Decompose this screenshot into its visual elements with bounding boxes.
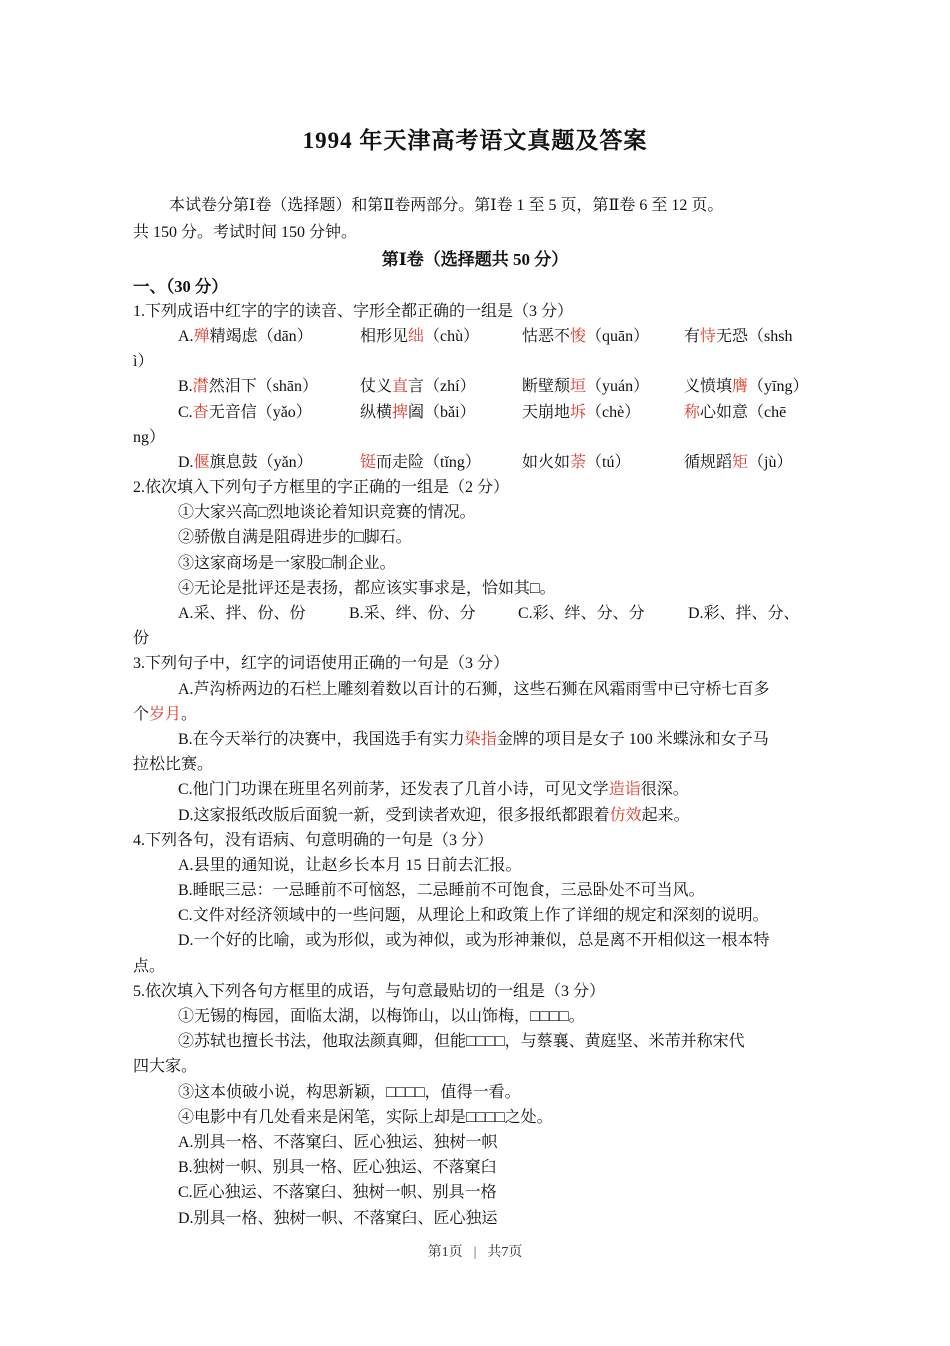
text-run: ì） — [133, 353, 154, 371]
text-run: A. — [178, 327, 194, 345]
text-line — [133, 803, 817, 828]
text-run: 旗息鼓（yǎn） — [209, 453, 313, 471]
red-highlight-text: 偃 — [193, 453, 210, 471]
red-highlight-text: 恃 — [700, 327, 717, 345]
text-line — [133, 979, 817, 1004]
text-line — [133, 752, 817, 777]
text-run: 怙恶不 — [522, 327, 571, 345]
text-line — [133, 1105, 817, 1130]
text-run: 拉松比赛。 — [133, 756, 214, 774]
red-highlight-text: 膺 — [732, 378, 749, 396]
tab-cell — [178, 374, 318, 399]
text-run: 仗义 — [360, 378, 393, 396]
text-line — [133, 525, 817, 550]
page-footer — [0, 1241, 950, 1261]
text-line — [133, 192, 817, 219]
text-run: ng） — [133, 428, 166, 446]
text-run: 断壁颓 — [522, 378, 571, 396]
text-line — [133, 219, 817, 246]
text-run: D.别具一格、独树一帜、不落窠臼、匠心独运 — [178, 1209, 498, 1227]
text-line — [133, 828, 817, 853]
text-run: 阖（bǎi） — [408, 403, 476, 421]
text-run: （jù） — [748, 453, 793, 471]
text-line — [133, 1029, 817, 1054]
text-line — [133, 1180, 817, 1205]
text-run: 言（zhí） — [408, 378, 476, 396]
text-run: 天崩地 — [522, 403, 571, 421]
red-highlight-text: 造诣 — [608, 781, 641, 799]
text-run: 1.下列成语中红字的字的读音、字形全都正确的一组是（3 分） — [133, 302, 574, 320]
tab-cell — [360, 450, 481, 475]
text-run: ②骄傲自满是阻碍进步的□脚石。 — [178, 529, 412, 547]
text-run: （yīng） — [748, 378, 809, 396]
text-line — [133, 1130, 817, 1155]
text-run: （chù） — [424, 327, 480, 345]
text-run: 无音信（yǎo） — [208, 403, 312, 421]
text-run: 。 — [181, 705, 198, 723]
red-highlight-text: 殚 — [193, 327, 210, 345]
tab-cell — [178, 450, 313, 475]
text-line — [133, 425, 817, 450]
text-run: ③这家商场是一家股□制企业。 — [178, 554, 396, 572]
tab-cell — [178, 601, 306, 626]
text-line — [133, 626, 817, 651]
text-run: A.采、拌、份、份 — [178, 605, 306, 622]
tab-cell — [522, 450, 630, 475]
text-run: 而走险（tǐng） — [376, 453, 481, 471]
text-run: C. — [178, 403, 193, 421]
text-run: 共 150 分。考试时间 150 分钟。 — [133, 224, 358, 242]
tab-cell — [518, 601, 645, 626]
tab-cell — [349, 601, 476, 626]
text-run: 个 — [133, 705, 150, 723]
text-line — [133, 954, 817, 979]
tab-cell — [688, 601, 800, 626]
text-line — [133, 349, 817, 374]
text-run: C.匠心独运、不落窠臼、独树一帜、别具一格 — [178, 1184, 497, 1202]
text-run: 然泪下（shān） — [208, 378, 319, 396]
tab-cell — [522, 374, 649, 399]
text-run: ①无锡的梅园，面临太湖，以梅饰山，以山饰梅，□□□□。 — [178, 1008, 585, 1025]
text-line — [133, 601, 817, 626]
text-run: 很深。 — [640, 781, 689, 799]
text-run: （quān） — [586, 327, 650, 345]
text-run: 起来。 — [641, 806, 690, 824]
text-line — [133, 500, 817, 525]
tab-cell — [522, 400, 640, 425]
text-run: 四大家。 — [133, 1058, 198, 1076]
text-line — [133, 727, 817, 752]
text-run: B.在今天举行的决赛中，我国选手有实力 — [178, 730, 465, 748]
text-run: A.芦沟桥两边的石栏上雕刻着数以百计的石狮，这些石狮在风霜雨雪中已守桥七百多 — [178, 680, 770, 698]
text-run: 5.依次填入下列各句方框里的成语，与句意最贴切的一组是（3 分） — [133, 982, 606, 1000]
text-line — [133, 1004, 817, 1029]
text-run: ④无论是批评还是表扬，都应该实事求是，恰如其□。 — [178, 579, 556, 597]
text-run: 精竭虑（dān） — [209, 327, 313, 345]
text-run: A.别具一格、不落窠臼、匠心独运、独树一帜 — [178, 1133, 498, 1151]
text-run: 份 — [133, 630, 150, 648]
text-line — [133, 299, 817, 324]
text-line — [133, 324, 817, 349]
tab-cell — [178, 400, 312, 425]
text-run: ④电影中有几处看来是闲笔，实际上却是□□□□之处。 — [178, 1108, 553, 1126]
red-highlight-text: 捭 — [392, 403, 409, 421]
text-run: 3.下列句子中，红字的词语使用正确的一句是（3 分） — [133, 655, 510, 673]
text-run: 金牌的项目是女子 100 米蝶泳和女子马 — [496, 730, 769, 748]
red-highlight-text: 染指 — [464, 730, 497, 748]
text-run: ③这本侦破小说，构思新颖，□□□□，值得一看。 — [178, 1083, 521, 1101]
footer-total-pages: 共7页 — [487, 1245, 523, 1260]
footer-current-page: 第1页 — [427, 1245, 463, 1260]
text-line — [133, 651, 817, 676]
red-highlight-text: 矩 — [732, 453, 749, 471]
text-line — [133, 551, 817, 576]
text-line — [133, 702, 817, 727]
tab-cell — [360, 324, 479, 349]
tab-cell — [178, 324, 313, 349]
text-run: 无恐（shsh — [716, 327, 793, 345]
text-run: 义愤填 — [684, 378, 733, 396]
text-run: D.一个好的比喻，或为形似，或为神似，或为形神兼似，总是离不开相似这一根本特 — [178, 932, 770, 950]
text-run: （chè） — [586, 403, 641, 421]
text-line — [133, 878, 817, 903]
tab-cell — [522, 324, 649, 349]
red-highlight-text: 仿效 — [609, 806, 642, 824]
text-run: 心如意（chē — [700, 403, 787, 421]
tab-cell — [684, 374, 808, 399]
text-run: C.彩、绊、分、分 — [518, 605, 645, 622]
red-highlight-text: 荼 — [570, 453, 587, 471]
text-line — [133, 903, 817, 928]
red-highlight-text: 潸 — [192, 378, 209, 396]
text-run: 4.下列各句，没有语病、句意明确的一句是（3 分） — [133, 831, 494, 849]
text-run: ②苏轼也擅长书法，他取法颜真卿，但能□□□□，与蔡襄、黄庭坚、米芾并称宋代 — [178, 1033, 745, 1051]
text-line — [133, 450, 817, 475]
text-run: 本试卷分第Ⅰ卷（选择题）和第Ⅱ卷两部分。第Ⅰ卷 1 至 5 页，第Ⅱ卷 6 至 12 页。 — [169, 197, 724, 214]
red-highlight-text: 称 — [684, 403, 701, 421]
tab-cell — [360, 400, 476, 425]
tab-cell — [360, 374, 476, 399]
text-run: 第Ⅰ卷（选择题共 50 分） — [381, 250, 569, 270]
tab-cell — [684, 400, 786, 425]
red-highlight-text: 悛 — [570, 327, 587, 345]
text-run: A.县里的通知说，让赵乡长本月 15 日前去汇报。 — [178, 856, 522, 874]
document-body — [133, 192, 817, 1231]
text-line — [133, 1054, 817, 1079]
text-line — [133, 400, 817, 425]
text-run: D.彩、拌、分、 — [688, 605, 800, 622]
text-line — [133, 274, 817, 299]
text-line — [133, 677, 817, 702]
red-highlight-text: 杳 — [192, 403, 209, 421]
text-line — [133, 374, 817, 399]
text-line — [133, 1206, 817, 1231]
text-run: 点。 — [133, 957, 166, 975]
tab-cell — [684, 324, 793, 349]
text-run: 有 — [684, 327, 701, 345]
text-run: 循规蹈 — [684, 453, 733, 471]
text-run: 2.依次填入下列句子方框里的字正确的一组是（2 分） — [133, 479, 510, 497]
text-run: 相形见 — [360, 327, 409, 345]
text-run: B.睡眠三忌：一忌睡前不可恼怒，二忌睡前不可饱食，三忌卧处不可当风。 — [178, 882, 705, 900]
red-highlight-text: 垣 — [570, 378, 587, 396]
text-run: （yuán） — [586, 378, 650, 396]
text-run: D. — [178, 453, 194, 471]
text-line — [133, 1080, 817, 1105]
text-run: C.文件对经济领域中的一些问题，从理论上和政策上作了详细的规定和深刻的说明。 — [178, 907, 769, 925]
text-run: 一、（30 分） — [133, 276, 228, 296]
text-run: ①大家兴高□烈地谈论着知识竞赛的情况。 — [178, 504, 476, 522]
red-highlight-text: 绌 — [408, 327, 425, 345]
text-line — [133, 853, 817, 878]
red-highlight-text: 岁月 — [149, 705, 182, 723]
text-run: B.独树一帜、别具一格、匠心独运、不落窠臼 — [178, 1159, 497, 1177]
text-line — [133, 1155, 817, 1180]
text-line — [133, 475, 817, 500]
text-run: （tú） — [586, 453, 631, 471]
text-run: 如火如 — [522, 453, 571, 471]
tab-cell — [684, 450, 792, 475]
text-run: D.这家报纸改版后面貌一新，受到读者欢迎，很多报纸都跟着 — [178, 806, 610, 824]
red-highlight-text: 坼 — [570, 403, 587, 421]
text-line — [133, 928, 817, 953]
red-highlight-text: 铤 — [360, 453, 377, 471]
text-run: C.他门门功课在班里名列前茅，还发表了几首小诗，可见文学 — [178, 781, 609, 799]
page-title: 1994 年天津高考语文真题及答案 — [302, 128, 648, 153]
text-line — [133, 576, 817, 601]
text-run: B. — [178, 378, 193, 396]
text-line — [133, 777, 817, 802]
text-line — [133, 246, 817, 273]
text-run: 纵横 — [360, 403, 393, 421]
red-highlight-text: 直 — [392, 378, 409, 396]
footer-separator: | — [473, 1245, 477, 1260]
text-run: B.采、绊、份、分 — [349, 605, 476, 622]
